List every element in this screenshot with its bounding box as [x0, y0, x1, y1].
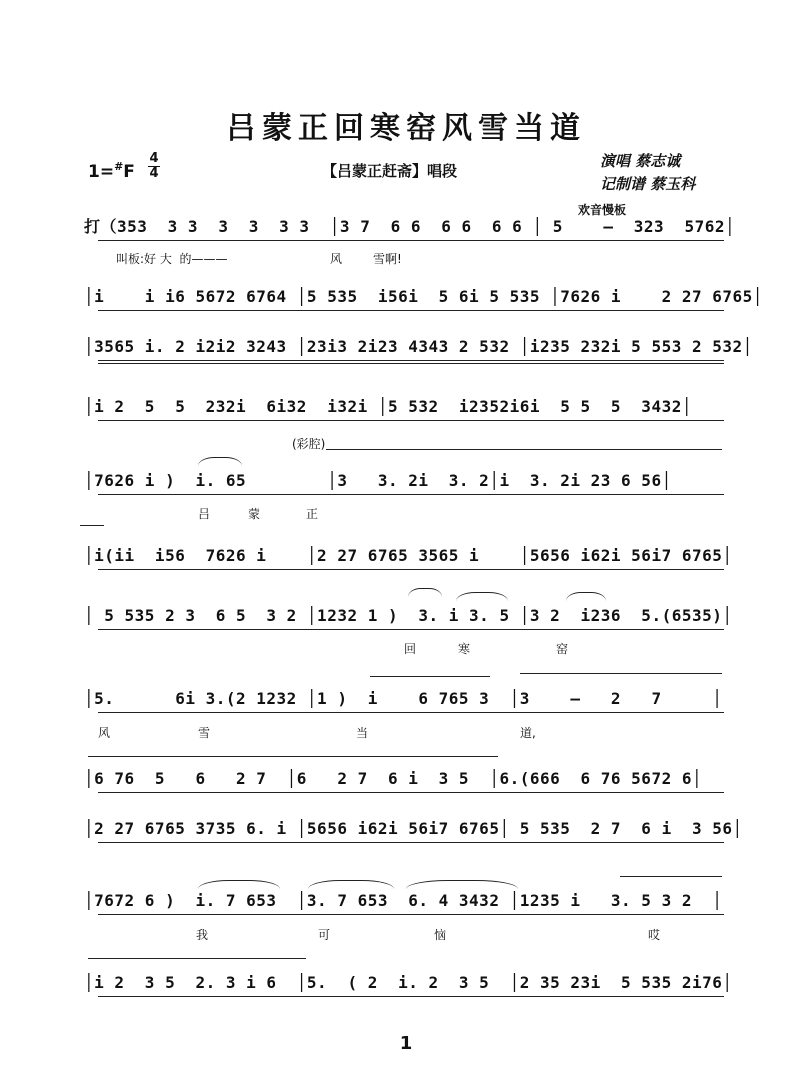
time-signature — [148, 152, 160, 181]
tempo-mark: 欢音慢板 — [578, 203, 627, 217]
row-notes: │ 5 535 2 3 6 5 3 2 │1232 1 ) 3. i 3. 5 │3 2 i236 5.(6535)│ — [84, 606, 733, 625]
tie-line — [80, 525, 104, 526]
beam-line — [98, 240, 724, 241]
page-number: 1 — [399, 1033, 413, 1054]
row-notes: │i 2 5 5 232i 6i32 i32i │5 532 i2352i6i 5 5 5 3432│ — [84, 397, 692, 416]
key-note: F — [123, 162, 135, 182]
phrase-line — [620, 876, 722, 877]
beam-line — [98, 420, 724, 421]
beam-line — [98, 712, 724, 713]
lyric-meng: 蒙 — [248, 507, 261, 521]
phrase-line — [326, 449, 722, 450]
slur — [198, 880, 280, 889]
phrase-line — [520, 673, 722, 674]
expression-mark: (彩腔) — [292, 437, 326, 451]
score-row-7 — [84, 605, 734, 639]
lyric-1: 叫板:好 大 的——— — [116, 252, 228, 266]
row-notes: │7626 i ) i. 65 │3 3. 2i 3. 2│i 3. 2i 23 6 56│ — [84, 471, 672, 490]
row-notes: │3565 i. 2 i2i2 3243 │23i3 2i23 4343 2 532 │i235 232i 5 553 2 532│ — [84, 337, 753, 356]
lyric-yao: 窑 — [556, 642, 569, 656]
score-row-6 — [84, 545, 734, 579]
key-signature — [88, 160, 135, 182]
slur — [308, 880, 394, 889]
beam-line — [98, 569, 724, 570]
phrase-line — [88, 756, 498, 757]
row-notes: │i(ii i56 7626 i │2 27 6765 3565 i │5656 i62i 56i7 6765│ — [84, 546, 733, 565]
beam-line — [98, 914, 724, 915]
row-notes: 打（353 3 3 3 3 3 3 │3 7 6 6 6 6 6 6 │ 5 – 323 5762│ — [84, 217, 736, 236]
singer-credit: 演唱 蔡志诚 — [600, 152, 681, 170]
beam-line — [98, 996, 724, 997]
score-row-11 — [84, 890, 734, 924]
score-row-12 — [84, 972, 734, 1006]
lyric-3: 雪啊! — [373, 252, 402, 266]
row-notes: │6 76 5 6 2 7 │6 2 7 6 i 3 5 │6.(666 6 76 5672 6│ — [84, 769, 703, 788]
slur — [456, 592, 508, 601]
lyric-han: 寒 — [458, 642, 471, 656]
sharp-sign: # — [114, 160, 124, 173]
beam-line — [98, 842, 724, 843]
lyric-nao: 恼 — [434, 928, 447, 942]
phrase-line — [370, 676, 490, 677]
beam-line — [98, 494, 724, 495]
slur — [566, 592, 606, 601]
beam-line — [98, 629, 724, 630]
phrase-line — [88, 958, 306, 959]
lyric-dang: 当 — [356, 726, 369, 740]
lyric-feng: 风 — [98, 726, 111, 740]
beam-line — [98, 310, 724, 311]
row-notes: │i 2 3 5 2. 3 i 6 │5. ( 2 i. 2 3 5 │2 35 23i 5 535 2i76│ — [84, 973, 733, 992]
slur — [408, 588, 442, 597]
beam-line-double — [98, 363, 724, 364]
lyric-2: 风 — [330, 252, 343, 266]
slur — [198, 457, 242, 466]
lyric-dao: 道, — [520, 726, 536, 740]
row-notes: │2 27 6765 3735 6. i │5656 i62i 56i7 6765│ 5 535 2 7 6 i 3 56│ — [84, 819, 743, 838]
notator-credit: 记制谱 蔡玉科 — [600, 175, 696, 193]
row-notes: │i i i6 5672 6764 │5 535 i56i 5 6i 5 535 │7626 i 2 27 6765│ — [84, 287, 763, 306]
beam-line — [98, 360, 724, 361]
lyric-wo: 我 — [196, 928, 209, 942]
lyric-ai: 哎 — [648, 928, 661, 942]
score-row-8 — [84, 688, 734, 722]
score-row-4 — [84, 396, 734, 430]
score-row-5 — [84, 470, 734, 504]
score-row-2 — [84, 286, 763, 320]
score-row-1 — [84, 216, 734, 250]
lyric-zheng: 正 — [306, 507, 319, 521]
lyric-hui: 回 — [404, 642, 417, 656]
score-row-9 — [84, 768, 734, 802]
beam-line — [98, 792, 724, 793]
score-subtitle: 【吕蒙正赶斋】唱段 — [322, 162, 458, 180]
lyric-lv: 吕 — [198, 507, 211, 521]
row-notes: │7672 6 ) i. 7 653 │3. 7 653 6. 4 3432 │1235 i 3. 5 3 2 │ — [84, 891, 723, 910]
score-row-10 — [84, 818, 743, 852]
score-row-3 — [84, 336, 753, 370]
lyric-xue: 雪 — [198, 726, 211, 740]
meter-bottom: 4 — [149, 166, 159, 181]
row-notes: │5. 6i 3.(2 1232 │1 ) i 6 765 3 │3 – 2 7 │ — [84, 689, 723, 708]
score-title: 吕蒙正回寒窑风雪当道 — [226, 111, 586, 146]
slur — [406, 880, 518, 889]
meter-top: 4 — [149, 151, 159, 166]
key-prefix: 1= — [88, 162, 115, 182]
lyric-ke: 可 — [318, 928, 331, 942]
